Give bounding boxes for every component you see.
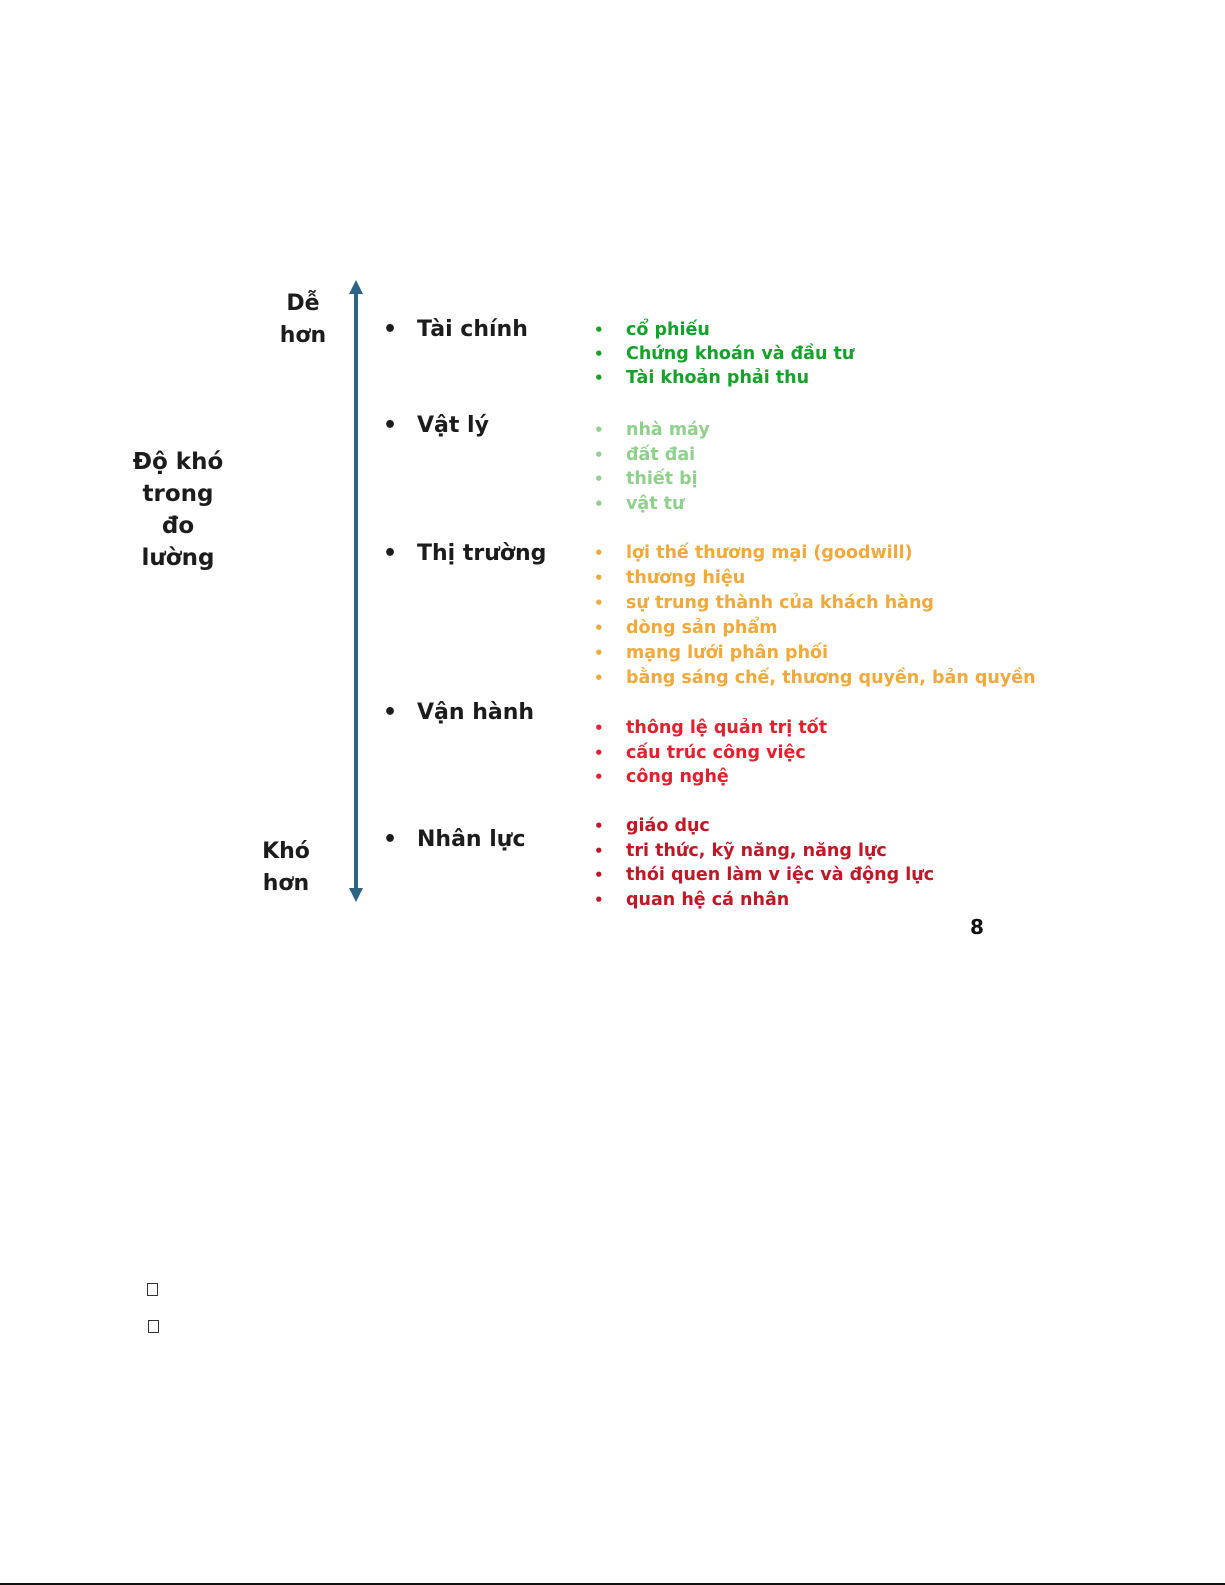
difficulty-arrow (346, 280, 366, 902)
category-label: Vật lý (417, 413, 489, 438)
list-item (594, 343, 854, 367)
item-text: dòng sản phẩm (626, 618, 778, 638)
item-bullet: • (594, 321, 604, 339)
category-human (383, 826, 526, 854)
item-bullet: • (594, 369, 604, 387)
item-bullet: • (594, 470, 604, 488)
category-market (383, 540, 546, 568)
item-bullet: • (594, 619, 604, 637)
item-bullet: • (594, 817, 604, 835)
list-item (594, 864, 934, 889)
item-bullet: • (594, 768, 604, 786)
empty-placeholder-box (148, 1320, 159, 1333)
list-item (594, 840, 934, 865)
physical-items (594, 419, 710, 517)
item-text: sự trung thành của khách hàng (626, 593, 934, 613)
item-bullet: • (594, 890, 604, 909)
axis-label-line: trong (142, 481, 214, 507)
item-text: công nghệ (626, 767, 729, 787)
item-text: thương hiệu (626, 568, 746, 588)
item-bullet: • (594, 866, 604, 884)
item-text: cấu trúc công việc (626, 742, 806, 763)
market-items (594, 542, 1036, 692)
category-finance (383, 316, 528, 344)
page-number: 8 (970, 915, 984, 939)
harder-label (246, 836, 326, 900)
easier-label-line: Dễ (286, 291, 320, 316)
list-item (594, 667, 1036, 692)
category-bullet: • (383, 413, 398, 438)
list-item (594, 367, 854, 391)
item-bullet: • (594, 669, 604, 687)
difficulty-axis-label (118, 446, 238, 574)
category-bullet: • (383, 827, 398, 852)
item-text: giáo dục (626, 816, 710, 836)
item-text: đất đai (626, 444, 696, 465)
item-text: tri thức, kỹ năng, năng lực (626, 840, 887, 861)
item-text: vật tư (626, 493, 685, 514)
easier-label-line: hơn (279, 323, 327, 348)
list-item (594, 889, 934, 914)
easier-label (262, 288, 344, 352)
arrow-head-up (349, 280, 363, 294)
operations-items (594, 717, 827, 791)
item-bullet: • (594, 421, 604, 439)
item-text: thói quen làm v iệc và động lực (626, 865, 935, 885)
list-item (594, 493, 710, 518)
axis-label-line: lường (141, 545, 215, 571)
list-item (594, 642, 1036, 667)
list-item (594, 815, 934, 840)
list-item (594, 419, 710, 444)
list-item (594, 742, 827, 767)
item-text: nhà máy (626, 420, 710, 440)
category-label: Nhân lực (417, 827, 526, 852)
category-bullet: • (383, 700, 398, 725)
category-label: Tài chính (417, 317, 528, 342)
category-bullet: • (383, 317, 398, 342)
harder-label-line: Khó (262, 839, 310, 864)
category-label: Vận hành (417, 700, 535, 725)
item-bullet: • (594, 644, 604, 662)
item-bullet: • (594, 841, 604, 860)
list-item (594, 567, 1036, 592)
item-text: Tài khoản phải thu (626, 368, 810, 388)
item-bullet: • (594, 594, 604, 612)
category-physical (383, 412, 489, 440)
list-item (594, 542, 1036, 567)
item-bullet: • (594, 544, 604, 562)
human-items (594, 815, 934, 913)
list-item (594, 766, 827, 791)
item-bullet: • (594, 445, 604, 464)
harder-label-line: hơn (262, 871, 310, 896)
item-text: thiết bị (626, 469, 698, 489)
list-item (594, 617, 1036, 642)
item-text: lợi thế thương mại (goodwill) (626, 543, 913, 563)
item-text: thông lệ quản trị tốt (626, 718, 828, 738)
category-bullet: • (383, 541, 398, 566)
item-bullet: • (594, 743, 604, 762)
arrow-head-down (349, 888, 363, 902)
list-item (594, 717, 827, 742)
list-item (594, 468, 710, 493)
empty-placeholder-box (147, 1283, 158, 1296)
item-bullet: • (594, 345, 604, 363)
category-operations (383, 699, 534, 727)
item-text: Chứng khoán và đầu tư (626, 344, 855, 364)
finance-items (594, 319, 854, 391)
item-text: quan hệ cá nhân (626, 889, 790, 910)
item-bullet: • (594, 494, 604, 513)
list-item (594, 444, 710, 469)
item-text: cổ phiếu (626, 320, 710, 340)
axis-label-line: đo (161, 513, 195, 539)
category-label: Thị trường (417, 541, 547, 566)
axis-label-line: Độ khó (132, 449, 224, 475)
item-bullet: • (594, 719, 604, 737)
item-text: bằng sáng chế, thương quyền, bản quyền (626, 668, 1036, 688)
list-item (594, 592, 1036, 617)
item-bullet: • (594, 569, 604, 587)
item-text: mạng lưới phân phối (626, 643, 829, 663)
list-item (594, 319, 854, 343)
